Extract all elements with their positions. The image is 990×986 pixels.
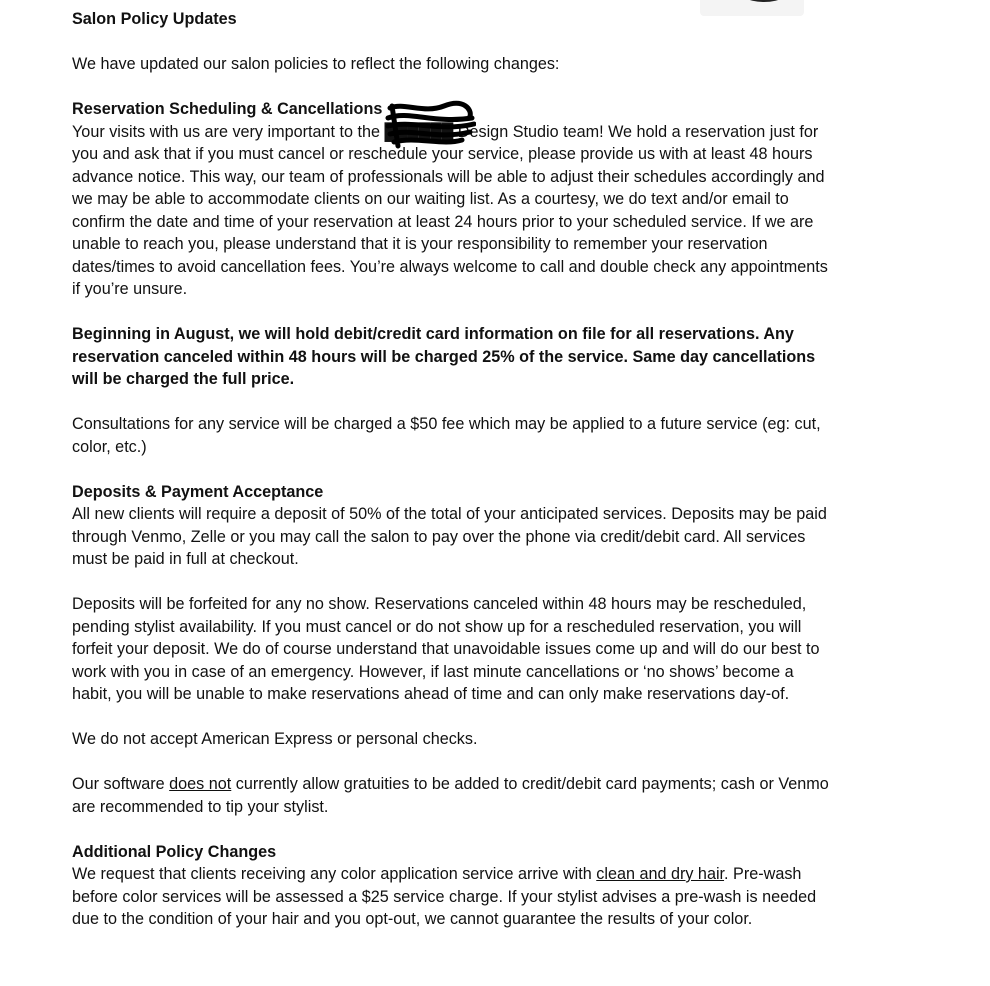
additional-text-start: We request that clients receiving any color application service arrive with xyxy=(72,865,597,883)
additional-heading: Additional Policy Changes xyxy=(72,842,277,861)
consultation-fee-text: Consultations for any service will be charged a $50 fee which may be applied to a future service (eg: cut, color, etc.) xyxy=(72,415,821,456)
logo-ring-icon xyxy=(734,0,794,2)
payment-exclusions-text: We do not accept American Express or personal checks. xyxy=(72,730,478,748)
additional-body xyxy=(72,863,832,931)
gratuity-emphasis: does not xyxy=(169,775,232,793)
document-title: Salon Policy Updates xyxy=(72,10,237,28)
gratuity-text-end: currently allow gratuities to be added to credit/debit card payments; cash or Venmo are recommended to tip your stylist. xyxy=(72,775,829,816)
card-on-file-notice: Beginning in August, we will hold debit/credit card information on file for all reservations. Any reservation canceled within 48 hours will be charged 25% of the service. Same day cancellations will be charged the full price. xyxy=(72,325,816,388)
additional-text-end: . Pre-wash before color services will be assessed a $25 service charge. If your stylist advises a pre-wash is needed due to the condition of your hair and you opt-out, we cannot guarantee the results of your color. xyxy=(72,865,817,928)
deposit-forfeit-text: Deposits will be forfeited for any no show. Reservations canceled within 48 hours may be rescheduled, pending stylist availability. If you must cancel or do not show up for a rescheduled reservation, you will forfeit your deposit. We do of course understand that unavoidable issues come up and will do our best to work with you in case of an emergency. However, if last minute cancellations or ‘no shows’ become a habit, you will be unable to make reservations ahead of time and can only make reservations day-of. xyxy=(72,595,820,703)
gratuity-text xyxy=(72,773,832,818)
reservations-heading: Reservation Scheduling & Cancellations xyxy=(72,100,383,118)
redaction-scribble xyxy=(384,100,476,150)
gratuity-text-start: Our software xyxy=(72,775,170,793)
deposits-heading: Deposits & Payment Acceptance xyxy=(72,482,324,501)
deposits-body: All new clients will require a deposit of 50% of the total of your anticipated services. Deposits may be paid through Venmo, Zelle or you may call the salon to pay over the phone via credit/debit card. All services must be paid in full at checkout. xyxy=(72,505,827,568)
clean-dry-hair-emphasis: clean and dry hair xyxy=(596,865,725,883)
reservations-body: Your visits with us are very important to the ██████ Design Studio team! We hold a reservation just for you and ask that if you must cancel or reschedule your service, please provide us with at least 48 hours advance notice. This way, our team of professionals will be able to adjust their schedules accordingly and we may be able to accommodate clients on our waiting list. As a courtesy, we do text and/or email to confirm the date and time of your reservation at least 24 hours prior to your scheduled service. If we are unable to reach you, please understand that it is your responsibility to remember your reservation dates/times to avoid cancellation fees. You’re always welcome to call and double check any appointments if you’re unsure. xyxy=(72,122,828,298)
intro-text: We have updated our salon policies to reflect the following changes: xyxy=(72,55,560,73)
